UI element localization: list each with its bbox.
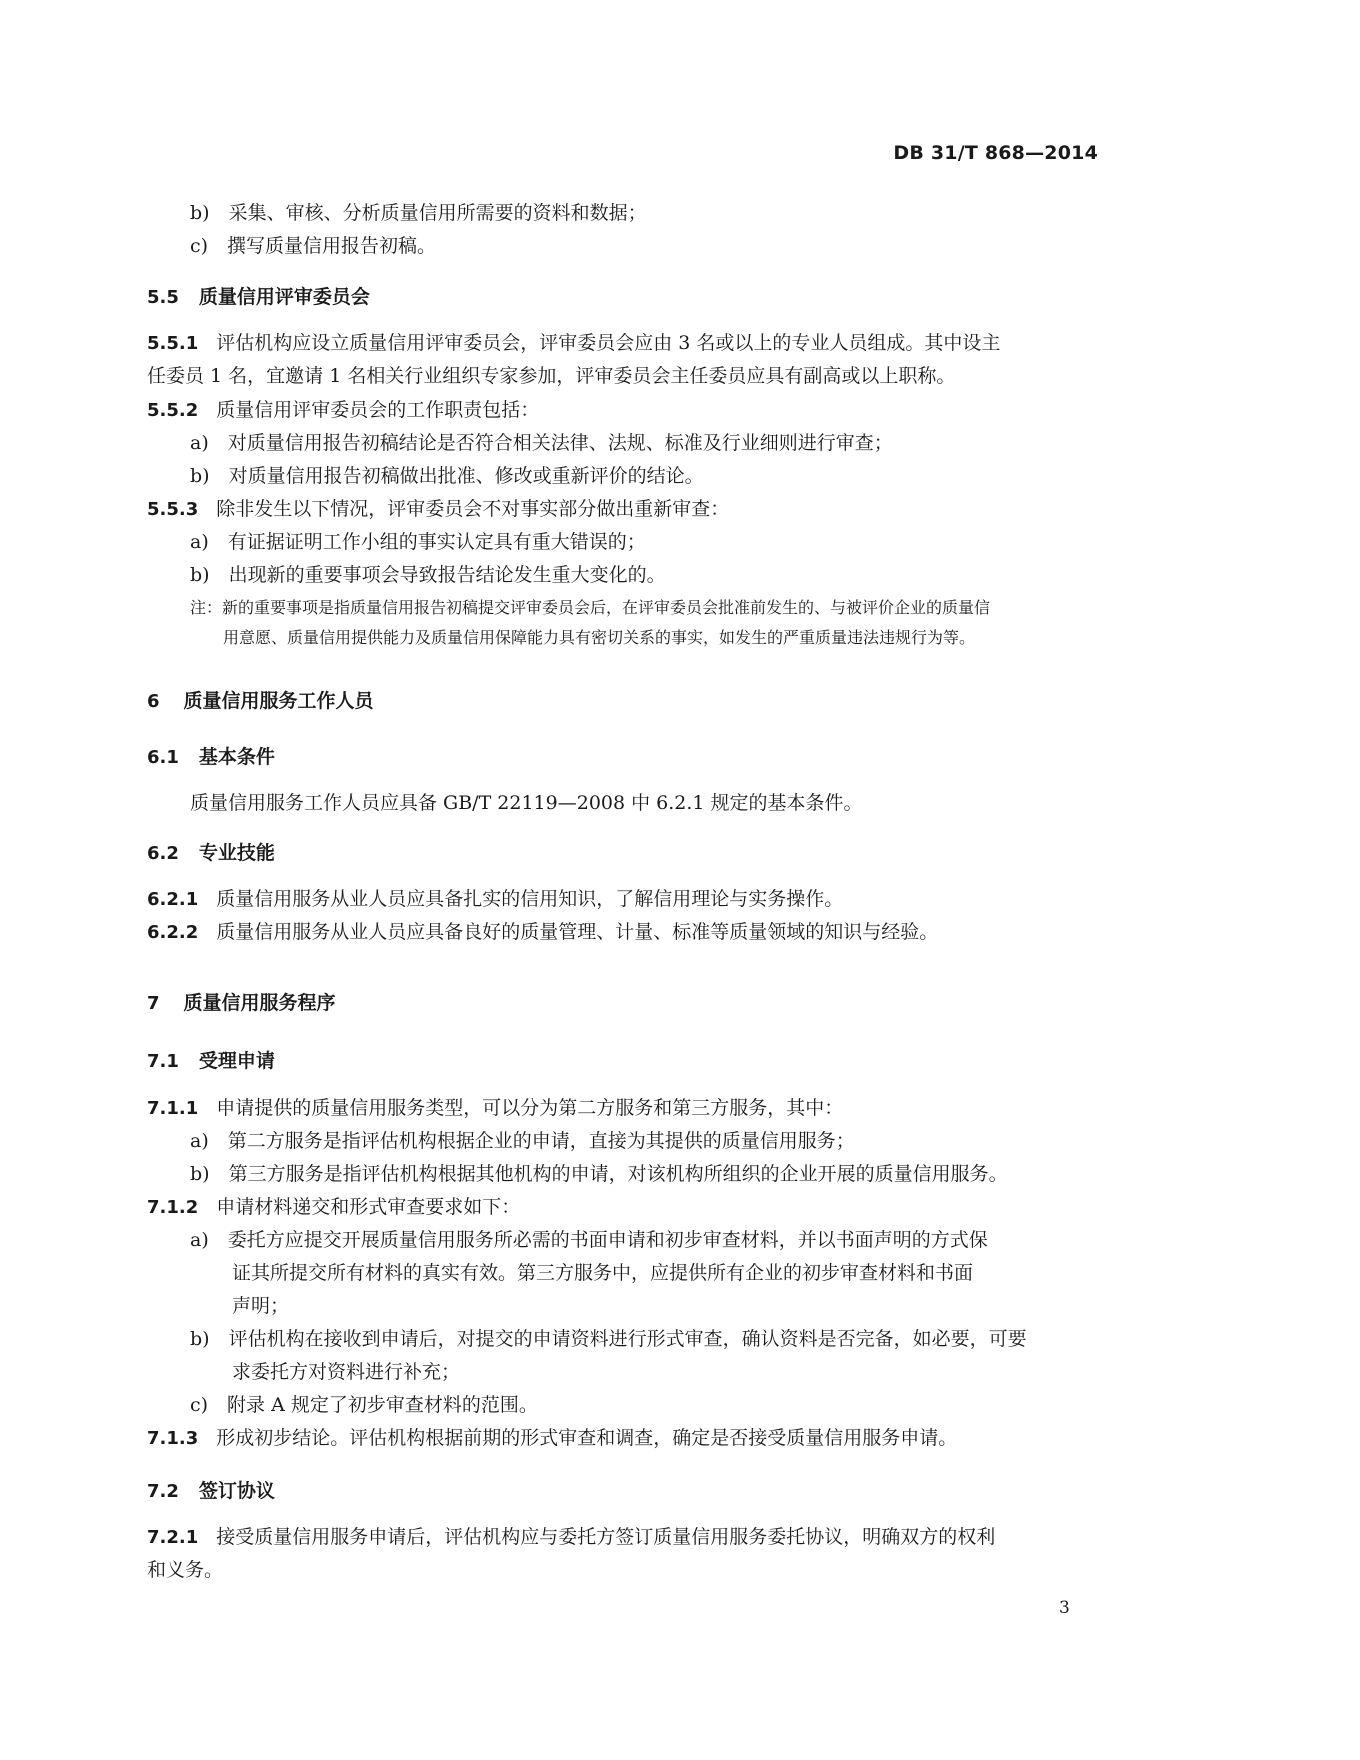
clause-7-2-1: 7.2.1 接受质量信用服务申请后，评估机构应与委托方签订质量信用服务委托协议，明确双方的权利 bbox=[147, 1526, 996, 1548]
section-heading: 6.2 专业技能 bbox=[147, 842, 275, 864]
document-code: DB 31/T 868—2014 bbox=[893, 142, 1098, 164]
list-item-continuation: 求委托方对资料进行补充； bbox=[232, 1361, 461, 1383]
list-item: a) 第二方服务是指评估机构根据企业的申请，直接为其提供的质量信用服务； bbox=[190, 1130, 855, 1152]
chapter-heading: 6 质量信用服务工作人员 bbox=[147, 690, 374, 712]
paragraph-line: 质量信用服务工作人员应具备 GB/T 22119—2008 中 6.2.1 规定的基本条件。 bbox=[190, 792, 863, 814]
chapter-heading: 7 质量信用服务程序 bbox=[147, 992, 336, 1014]
note-line: 注：新的重要事项是指质量信用报告初稿提交评审委员会后，在评审委员会批准前发生的、与被评价企业的质量信 bbox=[190, 598, 991, 617]
list-item: b) 对质量信用报告初稿做出批准、修改或重新评价的结论。 bbox=[190, 465, 704, 487]
list-item: c) 撰写质量信用报告初稿。 bbox=[190, 235, 437, 257]
paragraph-line: 和义务。 bbox=[147, 1559, 224, 1581]
section-heading: 7.2 签订协议 bbox=[147, 1480, 275, 1502]
list-item: b) 出现新的重要事项会导致报告结论发生重大变化的。 bbox=[190, 564, 666, 586]
list-item: b) 采集、审核、分析质量信用所需要的资料和数据； bbox=[190, 202, 647, 224]
clause-5-5-2: 5.5.2 质量信用评审委员会的工作职责包括： bbox=[147, 399, 540, 421]
list-item-continuation: 证其所提交所有材料的真实有效。第三方服务中，应提供所有企业的初步审查材料和书面 bbox=[232, 1262, 974, 1284]
clause-7-1-2: 7.1.2 申请材料递交和形式审查要求如下： bbox=[147, 1196, 521, 1218]
list-item: c) 附录 A 规定了初步审查材料的范围。 bbox=[190, 1394, 538, 1416]
clause-7-1-1: 7.1.1 申请提供的质量信用服务类型，可以分为第二方服务和第三方服务，其中： bbox=[147, 1097, 844, 1119]
list-item: a) 有证据证明工作小组的事实认定具有重大错误的； bbox=[190, 531, 646, 553]
section-heading: 7.1 受理申请 bbox=[147, 1050, 275, 1072]
section-heading: 6.1 基本条件 bbox=[147, 746, 275, 768]
list-item-continuation: 声明； bbox=[232, 1295, 290, 1317]
paragraph-line: 任委员 1 名，宜邀请 1 名相关行业组织专家参加，评审委员会主任委员应具有副高或以上职称。 bbox=[147, 365, 956, 387]
list-item: b) 第三方服务是指评估机构根据其他机构的申请，对该机构所组织的企业开展的质量信用服务。 bbox=[190, 1163, 1008, 1185]
note-line: 用意愿、质量信用提供能力及质量信用保障能力具有密切关系的事实，如发生的严重质量违法违规行为等。 bbox=[223, 628, 976, 647]
page-number: 3 bbox=[1059, 1598, 1070, 1618]
clause-6-2-2: 6.2.2 质量信用服务从业人员应具备良好的质量管理、计量、标准等质量领域的知识与经验。 bbox=[147, 921, 939, 943]
section-heading: 5.5 质量信用评审委员会 bbox=[147, 286, 370, 308]
list-item: a) 对质量信用报告初稿结论是否符合相关法律、法规、标准及行业细则进行审查； bbox=[190, 432, 893, 454]
clause-6-2-1: 6.2.1 质量信用服务从业人员应具备扎实的信用知识，了解信用理论与实务操作。 bbox=[147, 888, 844, 910]
list-item: a) 委托方应提交开展质量信用服务所必需的书面申请和初步审查材料，并以书面声明的方式保 bbox=[190, 1229, 988, 1251]
clause-5-5-3: 5.5.3 除非发生以下情况，评审委员会不对事实部分做出重新审查： bbox=[147, 498, 730, 520]
clause-5-5-1: 5.5.1 评估机构应设立质量信用评审委员会，评审委员会应由 3 名或以上的专业人员组成。其中设主 bbox=[147, 332, 1001, 354]
list-item: b) 评估机构在接收到申请后，对提交的申请资料进行形式审查，确认资料是否完备，如必要，可要 bbox=[190, 1328, 1027, 1350]
clause-7-1-3: 7.1.3 形成初步结论。评估机构根据前期的形式审查和调查，确定是否接受质量信用服务申请。 bbox=[147, 1427, 958, 1449]
